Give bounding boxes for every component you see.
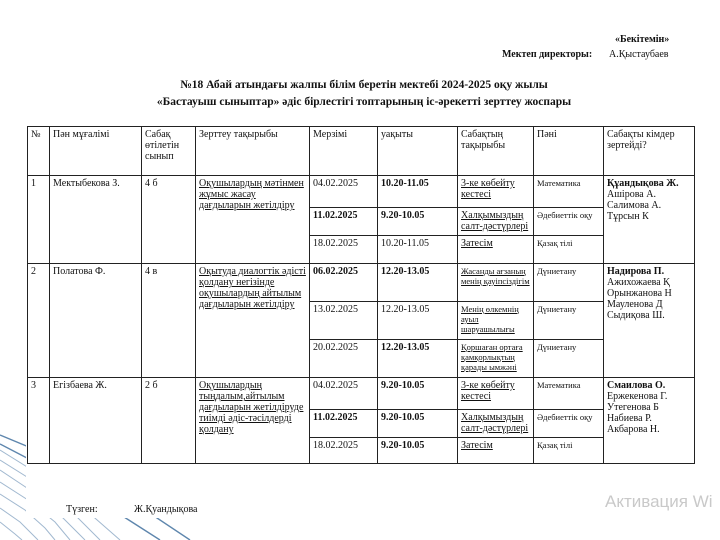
research-topic: Оқушылардың тыңдалым,айтылым дағдыларын жетілдіруде тиімді әдіс-тәсілдерді қолдану xyxy=(196,378,310,464)
observer-name: Ашірова А. xyxy=(607,189,656,200)
teacher-name: Егізбаева Ж. xyxy=(50,378,142,464)
session-time: 9.20-10.05 xyxy=(378,208,458,236)
header-cell: Сабақ өтілетін сынып xyxy=(142,127,196,176)
row-number: 1 xyxy=(28,176,50,264)
observers-cell xyxy=(604,176,695,264)
teacher-name: Мектыбекова З. xyxy=(50,176,142,264)
research-topic: Оқушылардың мәтінмен жұмыс жасау дағдыларын жетілдіру xyxy=(196,176,310,264)
subject: Дүниетану xyxy=(534,302,604,340)
row-number: 3 xyxy=(28,378,50,464)
session-date: 11.02.2025 xyxy=(310,410,378,438)
lesson-topic: Затесім xyxy=(458,236,534,264)
observer-name: Тұрсын К xyxy=(607,211,649,222)
subject: Қазақ тілі xyxy=(534,438,604,464)
observer-name: Ержекенова Г. xyxy=(607,391,668,402)
observer-name: Надирова П. xyxy=(607,266,665,277)
session-date: 04.02.2025 xyxy=(310,176,378,208)
footer-label: Түзген: xyxy=(66,504,98,515)
teacher-name: Полатова Ф. xyxy=(50,264,142,378)
header-cell: Пәні xyxy=(534,127,604,176)
header-cell: Мерзімі xyxy=(310,127,378,176)
subject: Математика xyxy=(534,378,604,410)
class-cell: 2 б xyxy=(142,378,196,464)
observers-cell xyxy=(604,378,695,464)
subject: Математика xyxy=(534,176,604,208)
header-cell: № xyxy=(28,127,50,176)
header-cell: Пән мұғалімі xyxy=(50,127,142,176)
observer-name: Орынжанова Н xyxy=(607,288,672,299)
lesson-topic: Қоршаған ортаға қамқорлықтың қарады ымжәні xyxy=(458,340,534,378)
session-time: 9.20-10.05 xyxy=(378,438,458,464)
observer-name: Набиева Р. xyxy=(607,413,652,424)
session-time: 12.20-13.05 xyxy=(378,264,458,302)
approval-label: «Бекітемін» xyxy=(615,34,670,45)
lesson-topic: 3-ке көбейту кестесі xyxy=(458,176,534,208)
session-date: 04.02.2025 xyxy=(310,378,378,410)
session-date: 18.02.2025 xyxy=(310,236,378,264)
observer-name: Ажихожаева Қ xyxy=(607,277,670,288)
header-cell: Сабақтың тақырыбы xyxy=(458,127,534,176)
session-time: 9.20-10.05 xyxy=(378,378,458,410)
class-cell: 4 в xyxy=(142,264,196,378)
session-date: 06.02.2025 xyxy=(310,264,378,302)
research-plan-table xyxy=(27,126,695,464)
header-cell: Зерттеу тақырыбы xyxy=(196,127,310,176)
research-topic: Оқытуда диалогтік әдісті қолдану негізінде оқушылардың айтылым дағдыларын жетілдіру xyxy=(196,264,310,378)
subject: Дүниетану xyxy=(534,264,604,302)
session-time: 10.20-11.05 xyxy=(378,176,458,208)
subject: Дүниетану xyxy=(534,340,604,378)
observer-name: Акбарова Н. xyxy=(607,424,660,435)
activation-watermark: Активация Wi xyxy=(605,492,713,511)
header-cell: уақыты xyxy=(378,127,458,176)
session-date: 13.02.2025 xyxy=(310,302,378,340)
session-time: 10.20-11.05 xyxy=(378,236,458,264)
table-row xyxy=(28,378,695,410)
class-cell: 4 б xyxy=(142,176,196,264)
table-header-row xyxy=(28,127,695,176)
table-row xyxy=(28,176,695,208)
session-date: 18.02.2025 xyxy=(310,438,378,464)
observer-name: Құандықова Ж. xyxy=(607,178,679,189)
lesson-topic: 3-ке көбейту кестесі xyxy=(458,378,534,410)
director-label: Мектеп директоры: xyxy=(502,49,593,60)
subject: Қазақ тілі xyxy=(534,236,604,264)
subject: Әдебиеттік оқу xyxy=(534,208,604,236)
observer-name: Сыдиқова Ш. xyxy=(607,310,665,321)
observers-cell xyxy=(604,264,695,378)
observer-name: Смаилова О. xyxy=(607,380,666,391)
director-name: А.Қыстаубаев xyxy=(609,49,669,60)
lesson-topic: Затесім xyxy=(458,438,534,464)
document-sheet xyxy=(26,18,702,518)
session-date: 11.02.2025 xyxy=(310,208,378,236)
session-time: 9.20-10.05 xyxy=(378,410,458,438)
observer-name: Мауленова Д xyxy=(607,299,663,310)
subject: Әдебиеттік оқу xyxy=(534,410,604,438)
document-title: №18 Абай атындағы жалпы білім беретін мектебі 2024-2025 оқу жылы xyxy=(180,79,548,91)
observer-name: Утегенова Б xyxy=(607,402,659,413)
lesson-topic: Халқымыздың салт-дәстүрлері xyxy=(458,410,534,438)
header-cell: Сабақты кімдер зертейді? xyxy=(604,127,695,176)
session-time: 12.20-13.05 xyxy=(378,302,458,340)
lesson-topic: Халқымыздың салт-дәстүрлері xyxy=(458,208,534,236)
session-date: 20.02.2025 xyxy=(310,340,378,378)
session-time: 12.20-13.05 xyxy=(378,340,458,378)
lesson-topic: Жасанды ағзаның менің қауіпсіздігім xyxy=(458,264,534,302)
lesson-topic: Менің өлкемнің ауыл шаруашылығы xyxy=(458,302,534,340)
document-subtitle: «Бастауыш сыныптар» әдіс бірлестігі топтарының іс-әрекетті зерттеу жоспары xyxy=(156,96,572,108)
row-number: 2 xyxy=(28,264,50,378)
observer-name: Салимова А. xyxy=(607,200,662,211)
footer-name: Ж.Қуандықова xyxy=(134,504,198,515)
table-row xyxy=(28,264,695,302)
